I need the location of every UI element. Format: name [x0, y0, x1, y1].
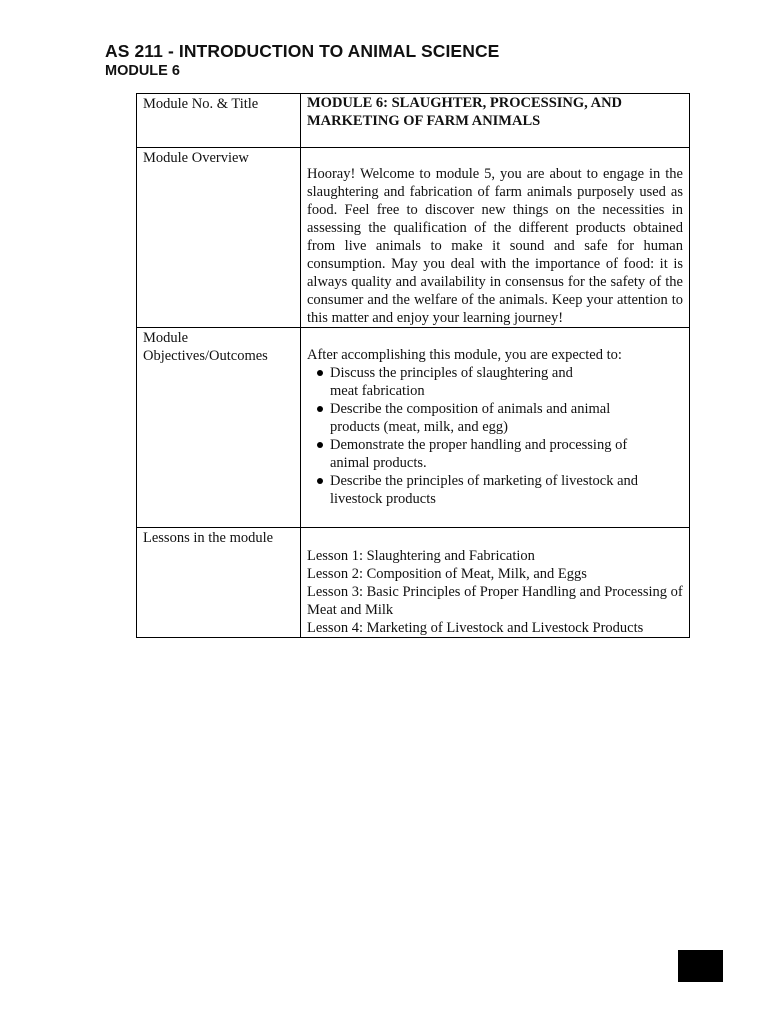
objective-item [316, 364, 683, 400]
objectives-list [307, 364, 683, 508]
lesson-item: Lesson 3: Basic Principles of Proper Handling and Processing of Meat and Milk [307, 584, 683, 618]
objective-item [316, 400, 683, 436]
objective-item [316, 472, 683, 508]
objective-item [316, 436, 683, 472]
lessons-list [307, 547, 683, 637]
title-row-label-cell [137, 94, 301, 148]
bullet-icon [317, 406, 323, 412]
lesson-item: Lesson 1: Slaughtering and Fabrication [307, 548, 535, 564]
module-title: MODULE 6: SLAUGHTER, PROCESSING, AND MARKETING OF FARM ANIMALS [307, 95, 623, 129]
title-row [137, 94, 690, 148]
page-number-box [678, 950, 723, 982]
bullet-icon [317, 478, 323, 484]
title-row-value-cell [301, 94, 690, 148]
lessons-label: Lessons in the module [143, 530, 274, 546]
objectives-intro: After accomplishing this module, you are expected to: [307, 347, 622, 363]
objectives-label-line1: Module [143, 330, 189, 346]
module-info-table [136, 93, 690, 638]
lessons-row [137, 528, 690, 638]
overview-value-cell [301, 148, 690, 328]
title-row-label: Module No. & Title [143, 96, 259, 112]
module-label: MODULE 6 [105, 63, 180, 79]
objective-line: Describe the composition of animals and animal [330, 401, 611, 417]
objectives-value-cell [301, 328, 690, 528]
objective-line: meat fabrication [330, 383, 425, 399]
overview-row [137, 148, 690, 328]
lesson-item: Lesson 4: Marketing of Livestock and Livestock Products [307, 620, 644, 636]
overview-text: Hooray! Welcome to module 5, you are about to engage in the slaughtering and fabrication of farm animals purposely used as food. Feel free to discover new things on the necessities in assessing the qualification of the different products obtained from live animals to make it sound and safe for human consumption. May you deal with the importance of food: it is always quality and availability in consensus for the safety of the consumer and the welfare of the animals. Keep your attention to this matter and enjoy your learning journey! [307, 166, 683, 326]
objective-line: animal products. [330, 455, 427, 471]
lessons-value-cell [301, 528, 690, 638]
objectives-label-cell [137, 328, 301, 528]
overview-label-cell [137, 148, 301, 328]
overview-label: Module Overview [143, 150, 249, 166]
objective-line: products (meat, milk, and egg) [330, 419, 508, 435]
objective-line: Describe the principles of marketing of livestock and [330, 473, 639, 489]
objective-line: Demonstrate the proper handling and processing of [330, 437, 628, 453]
course-title: AS 211 - INTRODUCTION TO ANIMAL SCIENCE [105, 41, 500, 61]
bullet-icon [317, 370, 323, 376]
objectives-row [137, 328, 690, 528]
lessons-label-cell [137, 528, 301, 638]
objective-line: Discuss the principles of slaughtering and [330, 365, 573, 381]
objectives-label-line2: Objectives/Outcomes [143, 348, 268, 364]
bullet-icon [317, 442, 323, 448]
lesson-item: Lesson 2: Composition of Meat, Milk, and Eggs [307, 566, 587, 582]
objective-line: livestock products [330, 491, 436, 507]
